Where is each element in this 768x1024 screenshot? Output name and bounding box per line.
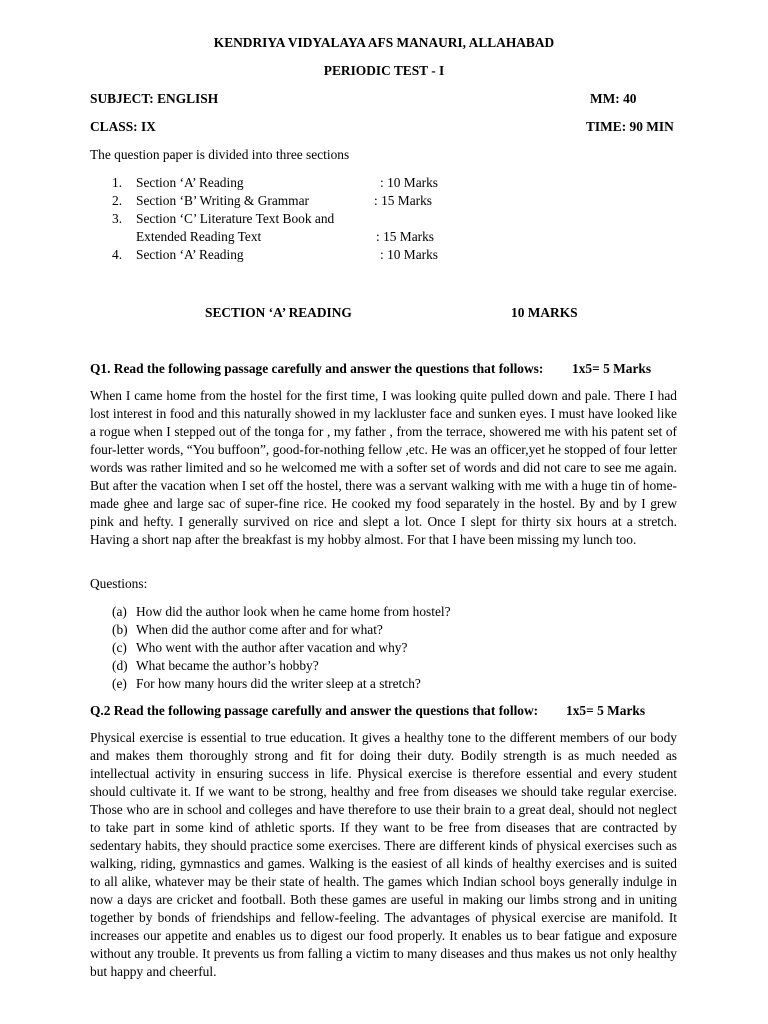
- question-text: When did the author come after and for what?: [136, 622, 383, 637]
- question-letter: (e): [112, 676, 127, 691]
- q1-heading: [90, 360, 690, 378]
- question-letter: (b): [112, 622, 128, 637]
- section-list: [112, 174, 472, 264]
- section-marks: : 15 Marks: [376, 229, 435, 244]
- questions-label: Questions:: [90, 576, 148, 591]
- section-list-item: [112, 246, 472, 264]
- section-list-item: [112, 192, 472, 210]
- question-text: What became the author’s hobby?: [136, 658, 319, 673]
- q2-heading: [90, 702, 690, 720]
- time-label: TIME: 90 MIN: [586, 119, 674, 134]
- section-a-marks: 10 MARKS: [511, 305, 578, 320]
- section-number: 3.: [112, 211, 123, 226]
- section-number: 2.: [112, 193, 123, 208]
- q1-heading-text: Q1. Read the following passage carefully and answer the questions that follows:: [90, 361, 544, 376]
- max-marks-label: MM: 40: [590, 91, 637, 106]
- section-list-item: [112, 210, 472, 228]
- question-item: [112, 657, 672, 675]
- question-item: [112, 603, 672, 621]
- question-text: For how many hours did the writer sleep at a stretch?: [136, 676, 421, 691]
- section-number: 1.: [112, 175, 123, 190]
- section-label: Section ‘B’ Writing & Grammar: [136, 193, 310, 208]
- question-item: [112, 621, 672, 639]
- q2-heading-text: Q.2 Read the following passage carefully and answer the questions that follow:: [90, 703, 539, 718]
- section-marks: : 10 Marks: [380, 247, 439, 262]
- intro-text: The question paper is divided into three sections: [90, 147, 350, 162]
- section-label: Section ‘C’ Literature Text Book and: [136, 211, 335, 226]
- question-text: How did the author look when he came home from hostel?: [136, 604, 451, 619]
- section-label: Extended Reading Text: [136, 229, 262, 244]
- question-item: [112, 639, 672, 657]
- question-item: [112, 675, 672, 693]
- section-list-item: [112, 228, 472, 246]
- q2-marks: 1x5= 5 Marks: [566, 703, 646, 718]
- test-title: PERIODIC TEST - I: [323, 63, 445, 78]
- class-label: CLASS: IX: [90, 119, 156, 134]
- section-marks: : 10 Marks: [380, 175, 439, 190]
- section-list-item: [112, 174, 472, 192]
- section-label: Section ‘A’ Reading: [136, 247, 244, 262]
- q1-marks: 1x5= 5 Marks: [572, 361, 652, 376]
- section-number: 4.: [112, 247, 123, 262]
- school-name: KENDRIYA VIDYALAYA AFS MANAURI, ALLAHABAD: [213, 35, 555, 50]
- question-text: Who went with the author after vacation and why?: [136, 640, 408, 655]
- question-letter: (a): [112, 604, 127, 619]
- question-letter: (d): [112, 658, 128, 673]
- question-letter: (c): [112, 640, 127, 655]
- q1-question-list: [112, 603, 672, 693]
- section-marks: : 15 Marks: [374, 193, 433, 208]
- section-a-title: SECTION ‘A’ READING: [205, 305, 352, 320]
- q2-passage: Physical exercise is essential to true education. It gives a healthy tone to the different members of our body and makes them thoroughly strong and fit for doing their duty. Bodily strength is as much needed as intellectual activity in ensuring success in life. Physical exercise is therefore essential and every student should cultivate it. If we want to be strong, healthy and free from diseases we should take regular exercise. Those who are in school and colleges and have therefore to use their brain to a great deal, should not neglect to take part in some kind of athletic sports. If they want to be free from diseases that are contracted by sedentary habits, they should practice some exercises. There are different kinds of physical exercises such as walking, riding, gymnastics and games. Walking is the easiest of all kinds of healthy exercises and is suited to all alike, whatever may be their state of health. The games which Indian school boys generally indulge in now a days are cricket and football. Both these games are useful in making our limbs strong and in uniting together by bonds of friendships and fellow-feeling. The advantages of physical exercise are manifold. It increases our appetite and enables us to digest our food properly. It enables us to bear fatigue and exposure without any trouble. It prevents us from falling a victim to many diseases and thus makes us not only healthy but happy and cheerful.: [90, 730, 677, 979]
- subject-label: SUBJECT: ENGLISH: [90, 91, 219, 106]
- q1-passage: When I came home from the hostel for the first time, I was looking quite pulled down and pale. There I had lost interest in food and this naturally showed in my lackluster face and sunken eyes. I must have looked like a rogue when I stepped out of the tonga for , my father , from the terrace, showered me with his patent set of four-letter words, “You buffoon”, good-for-nothing fellow ,etc. He was an officer,yet he stopped of four letter words was rather limited and so he welcomed me with a softer set of words and did not care to see me again. But after the vacation when I set off the hostel, there was a servant walking with me with a huge tin of home-made ghee and large sac of super-fine rice. He cooked my food separately in the hostel. By and by I grew pink and hefty. I generally survived on rice and slept a lot. Once I slept for thirty six hours at a stretch. Having a short nap after the breakfast is my hobby almost. For that I have been missing my lunch too.: [90, 388, 677, 547]
- section-label: Section ‘A’ Reading: [136, 175, 244, 190]
